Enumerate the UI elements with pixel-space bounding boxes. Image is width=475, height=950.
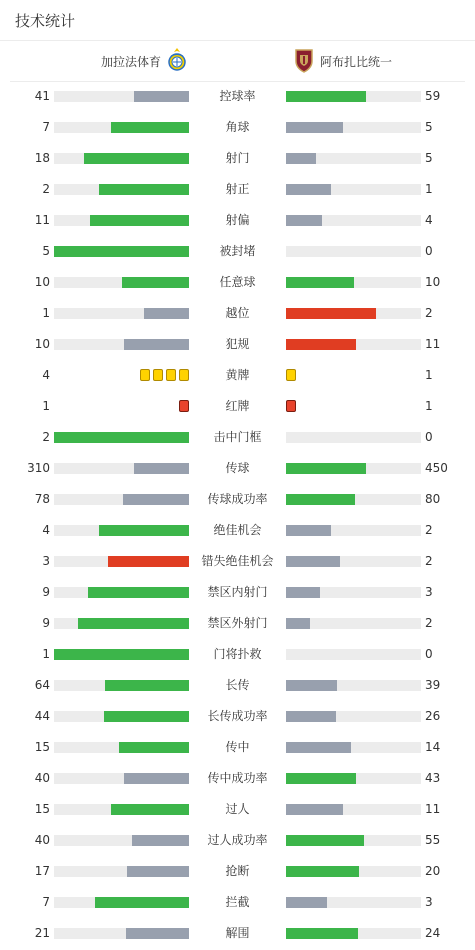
stat-row (0, 763, 475, 794)
away-bar-track (286, 463, 421, 474)
away-value: 3 (425, 585, 433, 599)
yellow-card-icon (179, 369, 189, 381)
home-bar-track (54, 153, 189, 164)
home-bar-fill (99, 184, 189, 195)
home-bar-fill (111, 804, 189, 815)
home-bar-track (54, 556, 189, 567)
stat-row (0, 887, 475, 918)
away-value: 3 (425, 895, 433, 909)
yellow-card-icon (153, 369, 163, 381)
away-bar-fill (286, 866, 359, 877)
home-value: 4 (42, 368, 50, 382)
home-bar-fill (134, 91, 189, 102)
home-bar-fill (54, 246, 189, 257)
stat-label: 过人成功率 (207, 833, 268, 847)
away-cards (286, 369, 296, 382)
away-bar-fill (286, 184, 331, 195)
home-bar-fill (127, 866, 189, 877)
away-bar-fill (286, 308, 376, 319)
away-bar-track (286, 246, 421, 257)
away-bar-fill (286, 153, 316, 164)
away-bar-track (286, 866, 421, 877)
away-bar-track (286, 494, 421, 505)
stat-label: 拦截 (225, 895, 250, 909)
home-bar-fill (78, 618, 189, 629)
away-bar-track (286, 184, 421, 195)
away-bar-track (286, 928, 421, 939)
away-bar-fill (286, 897, 327, 908)
home-bar-track (54, 91, 189, 102)
away-cards (286, 400, 296, 413)
stat-row (0, 267, 475, 298)
stat-label: 错失绝佳机会 (201, 554, 274, 568)
away-bar-fill (286, 215, 322, 226)
stat-row (0, 732, 475, 763)
away-value: 59 (425, 89, 441, 103)
stat-row (0, 453, 475, 484)
stat-row (0, 515, 475, 546)
home-bar-fill (90, 215, 189, 226)
away-bar-track (286, 215, 421, 226)
away-bar-fill (286, 804, 343, 815)
home-bar-track (54, 835, 189, 846)
stat-label: 绝佳机会 (213, 523, 262, 537)
home-value: 40 (34, 833, 50, 847)
home-bar-track (54, 804, 189, 815)
home-bar-track (54, 587, 189, 598)
away-value: 2 (425, 523, 433, 537)
home-bar-fill (84, 153, 189, 164)
stat-row (0, 81, 475, 112)
stat-label: 射正 (225, 182, 250, 196)
home-value: 7 (42, 120, 50, 134)
home-bar-track (54, 339, 189, 350)
stat-label: 禁区外射门 (207, 616, 268, 630)
stat-row (0, 484, 475, 515)
home-bar-track (54, 618, 189, 629)
home-bar-track (54, 215, 189, 226)
home-bar-track (54, 432, 189, 443)
yellow-card-icon (166, 369, 176, 381)
stat-row (0, 143, 475, 174)
home-bar-track (54, 308, 189, 319)
away-value: 450 (425, 461, 448, 475)
away-bar-track (286, 122, 421, 133)
stat-row (0, 391, 475, 422)
away-bar-fill (286, 618, 310, 629)
home-bar-fill (134, 463, 189, 474)
al-wahda-badge-icon (294, 47, 314, 76)
home-bar-fill (126, 928, 189, 939)
home-value: 5 (42, 244, 50, 258)
home-value: 11 (34, 213, 50, 227)
stats-list (0, 81, 475, 949)
away-value: 39 (425, 678, 441, 692)
home-bar-track (54, 463, 189, 474)
home-bar-fill (108, 556, 189, 567)
away-bar-fill (286, 122, 343, 133)
home-value: 15 (34, 802, 50, 816)
away-value: 5 (425, 151, 433, 165)
away-bar-track (286, 587, 421, 598)
stat-row (0, 670, 475, 701)
home-value: 40 (34, 771, 50, 785)
home-bar-fill (104, 711, 189, 722)
stat-row (0, 825, 475, 856)
away-bar-track (286, 618, 421, 629)
away-bar-fill (286, 928, 358, 939)
home-bar-fill (105, 680, 189, 691)
home-value: 10 (34, 337, 50, 351)
home-bar-track (54, 246, 189, 257)
home-bar-fill (124, 339, 189, 350)
away-team-name: 阿布扎比统一 (320, 54, 393, 69)
home-bar-track (54, 277, 189, 288)
home-bar-track (54, 122, 189, 133)
home-bar-fill (124, 773, 189, 784)
stat-label: 传球 (225, 461, 250, 475)
home-bar-fill (119, 742, 189, 753)
away-bar-track (286, 308, 421, 319)
stat-label: 传中 (225, 740, 250, 754)
home-value: 2 (42, 430, 50, 444)
stat-row (0, 577, 475, 608)
stat-label: 控球率 (219, 89, 256, 103)
home-value: 1 (42, 647, 50, 661)
home-value: 9 (42, 585, 50, 599)
home-bar-track (54, 897, 189, 908)
away-value: 2 (425, 306, 433, 320)
stat-label: 射偏 (225, 213, 250, 227)
away-bar-fill (286, 494, 355, 505)
away-bar-fill (286, 91, 366, 102)
away-bar-track (286, 711, 421, 722)
away-value: 2 (425, 554, 433, 568)
home-value: 17 (34, 864, 50, 878)
away-value: 80 (425, 492, 441, 506)
away-bar-fill (286, 339, 356, 350)
away-bar-fill (286, 742, 351, 753)
away-value: 24 (425, 926, 441, 940)
home-value: 310 (27, 461, 50, 475)
away-bar-track (286, 525, 421, 536)
away-bar-fill (286, 463, 366, 474)
home-value: 21 (34, 926, 50, 940)
stat-row (0, 546, 475, 577)
away-value: 43 (425, 771, 441, 785)
stat-label: 射门 (225, 151, 250, 165)
stat-label: 击中门框 (213, 430, 262, 444)
away-bar-track (286, 680, 421, 691)
home-team-name: 加拉法体育 (101, 54, 162, 69)
page-title: 技术统计 (15, 12, 76, 30)
stat-row (0, 298, 475, 329)
home-bar-track (54, 711, 189, 722)
home-bar-fill (122, 277, 190, 288)
al-gharafa-badge-icon (167, 47, 187, 76)
away-value: 20 (425, 864, 441, 878)
stat-row (0, 112, 475, 143)
home-value: 1 (42, 306, 50, 320)
away-bar-track (286, 432, 421, 443)
away-value: 0 (425, 244, 433, 258)
away-value: 1 (425, 399, 433, 413)
home-value: 78 (34, 492, 50, 506)
away-bar-track (286, 804, 421, 815)
stat-label: 抢断 (225, 864, 250, 878)
away-value: 26 (425, 709, 441, 723)
stat-label: 角球 (225, 120, 250, 134)
home-value: 10 (34, 275, 50, 289)
stat-label: 越位 (225, 306, 250, 320)
home-value: 41 (34, 89, 50, 103)
away-value: 2 (425, 616, 433, 630)
home-bar-fill (111, 122, 189, 133)
home-cards (140, 369, 189, 382)
home-cards (179, 400, 189, 413)
home-bar-fill (54, 649, 189, 660)
stat-label: 红牌 (225, 399, 250, 413)
stat-label: 长传成功率 (207, 709, 268, 723)
home-bar-fill (132, 835, 189, 846)
stat-row (0, 422, 475, 453)
away-bar-track (286, 835, 421, 846)
stat-label: 传球成功率 (207, 492, 268, 506)
home-value: 44 (34, 709, 50, 723)
red-card-icon (286, 400, 296, 412)
away-bar-track (286, 277, 421, 288)
stat-row (0, 360, 475, 391)
away-bar-track (286, 742, 421, 753)
away-bar-track (286, 339, 421, 350)
home-bar-track (54, 184, 189, 195)
away-value: 10 (425, 275, 441, 289)
away-value: 0 (425, 647, 433, 661)
away-value: 11 (425, 802, 441, 816)
home-value: 2 (42, 182, 50, 196)
home-bar-fill (123, 494, 189, 505)
away-bar-track (286, 649, 421, 660)
away-team[interactable] (294, 41, 392, 81)
home-bar-track (54, 928, 189, 939)
home-value: 64 (34, 678, 50, 692)
home-value: 1 (42, 399, 50, 413)
away-value: 14 (425, 740, 441, 754)
away-value: 0 (425, 430, 433, 444)
stat-label: 黄牌 (225, 368, 250, 382)
stat-row (0, 918, 475, 949)
stat-label: 长传 (225, 678, 250, 692)
home-bar-track (54, 866, 189, 877)
home-value: 15 (34, 740, 50, 754)
home-value: 18 (34, 151, 50, 165)
away-value: 11 (425, 337, 441, 351)
home-bar-fill (54, 432, 189, 443)
home-team[interactable] (101, 41, 187, 81)
home-bar-fill (95, 897, 190, 908)
stat-row (0, 174, 475, 205)
home-bar-fill (99, 525, 189, 536)
stat-row (0, 639, 475, 670)
home-bar-track (54, 649, 189, 660)
stat-label: 犯规 (225, 337, 250, 351)
stat-row (0, 608, 475, 639)
teams-header (0, 41, 475, 81)
away-bar-fill (286, 277, 354, 288)
stat-row (0, 701, 475, 732)
home-value: 3 (42, 554, 50, 568)
away-bar-track (286, 897, 421, 908)
away-bar-fill (286, 711, 336, 722)
yellow-card-icon (140, 369, 150, 381)
home-bar-track (54, 525, 189, 536)
away-bar-fill (286, 556, 340, 567)
away-bar-fill (286, 525, 331, 536)
stat-row (0, 794, 475, 825)
stat-label: 门将扑救 (213, 647, 262, 661)
away-bar-track (286, 153, 421, 164)
away-bar-fill (286, 587, 320, 598)
stat-label: 过人 (225, 802, 250, 816)
yellow-card-icon (286, 369, 296, 381)
home-value: 7 (42, 895, 50, 909)
away-bar-track (286, 556, 421, 567)
home-bar-track (54, 742, 189, 753)
away-value: 1 (425, 368, 433, 382)
away-bar-track (286, 91, 421, 102)
stat-label: 传中成功率 (207, 771, 268, 785)
stat-label: 禁区内射门 (207, 585, 268, 599)
stat-label: 解围 (225, 926, 250, 940)
away-value: 55 (425, 833, 441, 847)
home-value: 4 (42, 523, 50, 537)
home-bar-track (54, 680, 189, 691)
away-value: 4 (425, 213, 433, 227)
away-bar-fill (286, 680, 337, 691)
red-card-icon (179, 400, 189, 412)
stat-label: 任意球 (219, 275, 256, 289)
home-value: 9 (42, 616, 50, 630)
away-bar-fill (286, 835, 364, 846)
home-bar-fill (88, 587, 189, 598)
stat-row (0, 236, 475, 267)
stat-label: 被封堵 (219, 244, 256, 258)
away-bar-track (286, 773, 421, 784)
away-value: 5 (425, 120, 433, 134)
home-bar-track (54, 494, 189, 505)
stat-row (0, 205, 475, 236)
stat-row (0, 856, 475, 887)
away-bar-fill (286, 773, 356, 784)
home-bar-fill (144, 308, 189, 319)
home-bar-track (54, 773, 189, 784)
away-value: 1 (425, 182, 433, 196)
stat-row (0, 329, 475, 360)
